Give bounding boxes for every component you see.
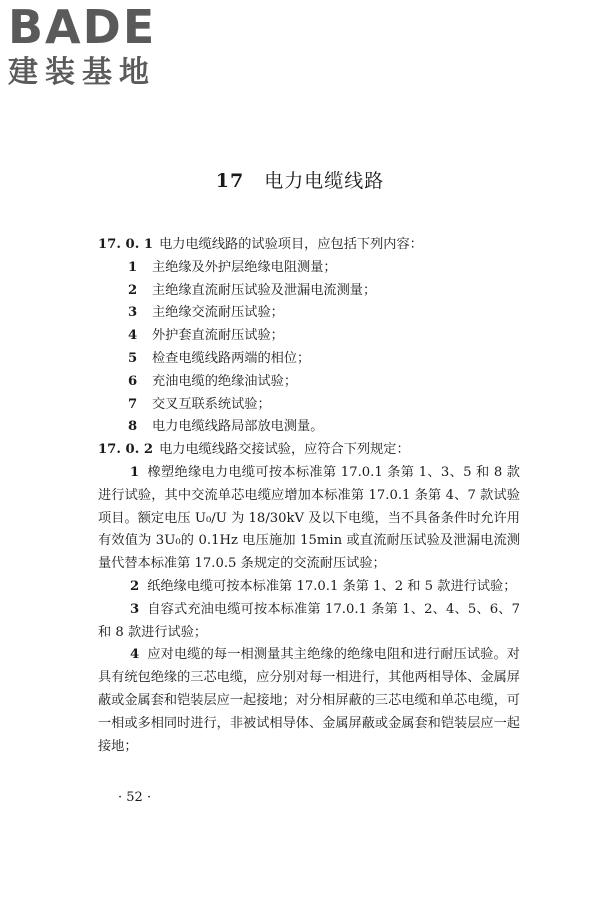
list-item: 5 检查电缆线路两端的相位； xyxy=(128,350,311,366)
list-item: 8 电力电缆线路局部放电测量。 xyxy=(128,419,324,435)
paragraph-item: 2 纸绝缘电缆可按本标准第 17.0.1 条第 1、2 和 5 款进行试验； xyxy=(130,578,517,594)
clause-text: 电力电缆线路交接试验，应符合下列规定： xyxy=(159,442,410,458)
chapter-number: 17 xyxy=(215,170,245,192)
bade-logo xyxy=(6,0,181,92)
list-item: 6 充油电缆的绝缘油试验； xyxy=(128,373,298,389)
clause-number: 17. 0. 2 xyxy=(98,442,154,458)
clause-17-0-1 xyxy=(98,234,520,257)
list-item: 4 外护套直流耐压试验； xyxy=(128,328,284,344)
paragraph-item: 1 橡塑绝缘电力电缆可按本标准第 17.0.1 条第 1、3、5 和 8 款进行试验，其中交流单芯电缆应增加本标准第 17.0.1 条第 4、7 款试验项目。额定电压 U₀/U 为 18/30kV 及以下电缆，当不具备条件时允许用有效值为 3U₀的 0.1Hz 电压施加 15min 或直流耐压试验及泄漏电流测量代替本标准第 17.0.5 条规定的交流耐压试验； xyxy=(98,464,520,572)
clause-text: 电力电缆线路的试验项目，应包括下列内容： xyxy=(159,237,423,252)
page-number: · 52 · xyxy=(118,790,152,805)
logo-chinese: 建装基地 xyxy=(8,55,156,90)
list-item: 3 主绝缘交流耐压试验； xyxy=(128,305,284,321)
paragraph-item: 3 自容式充油电缆可按本标准第 17.0.1 条第 1、2、4、5、6、7 和 8 款进行试验； xyxy=(98,601,520,640)
paragraph-item: 4 应对电缆的每一相测量其主绝缘的绝缘电阻和进行耐压试验。对具有统包绝缘的三芯电缆，应分别对每一相进行，其他两相导体、金属屏蔽或金属套和铠装层应一起接地；对分相屏蔽的三芯电缆和单芯电缆，可一相或多相同时进行，非被试相导体、金属屏蔽或金属套和铠装层应一起接地； xyxy=(98,647,520,754)
list-item: 1 主绝缘及外护层绝缘电阻测量； xyxy=(128,259,337,275)
list-item: 7 交叉互联系统试验； xyxy=(128,396,271,412)
chapter-name: 电力电缆线路 xyxy=(264,170,385,192)
list-item: 2 主绝缘直流耐压试验及泄漏电流测量； xyxy=(128,282,377,298)
document-body xyxy=(98,234,520,758)
clause-number: 17. 0. 1 xyxy=(98,237,154,252)
logo-brand: BADE xyxy=(8,0,157,54)
chapter-title xyxy=(0,166,600,193)
clause-17-0-2 xyxy=(98,439,520,462)
